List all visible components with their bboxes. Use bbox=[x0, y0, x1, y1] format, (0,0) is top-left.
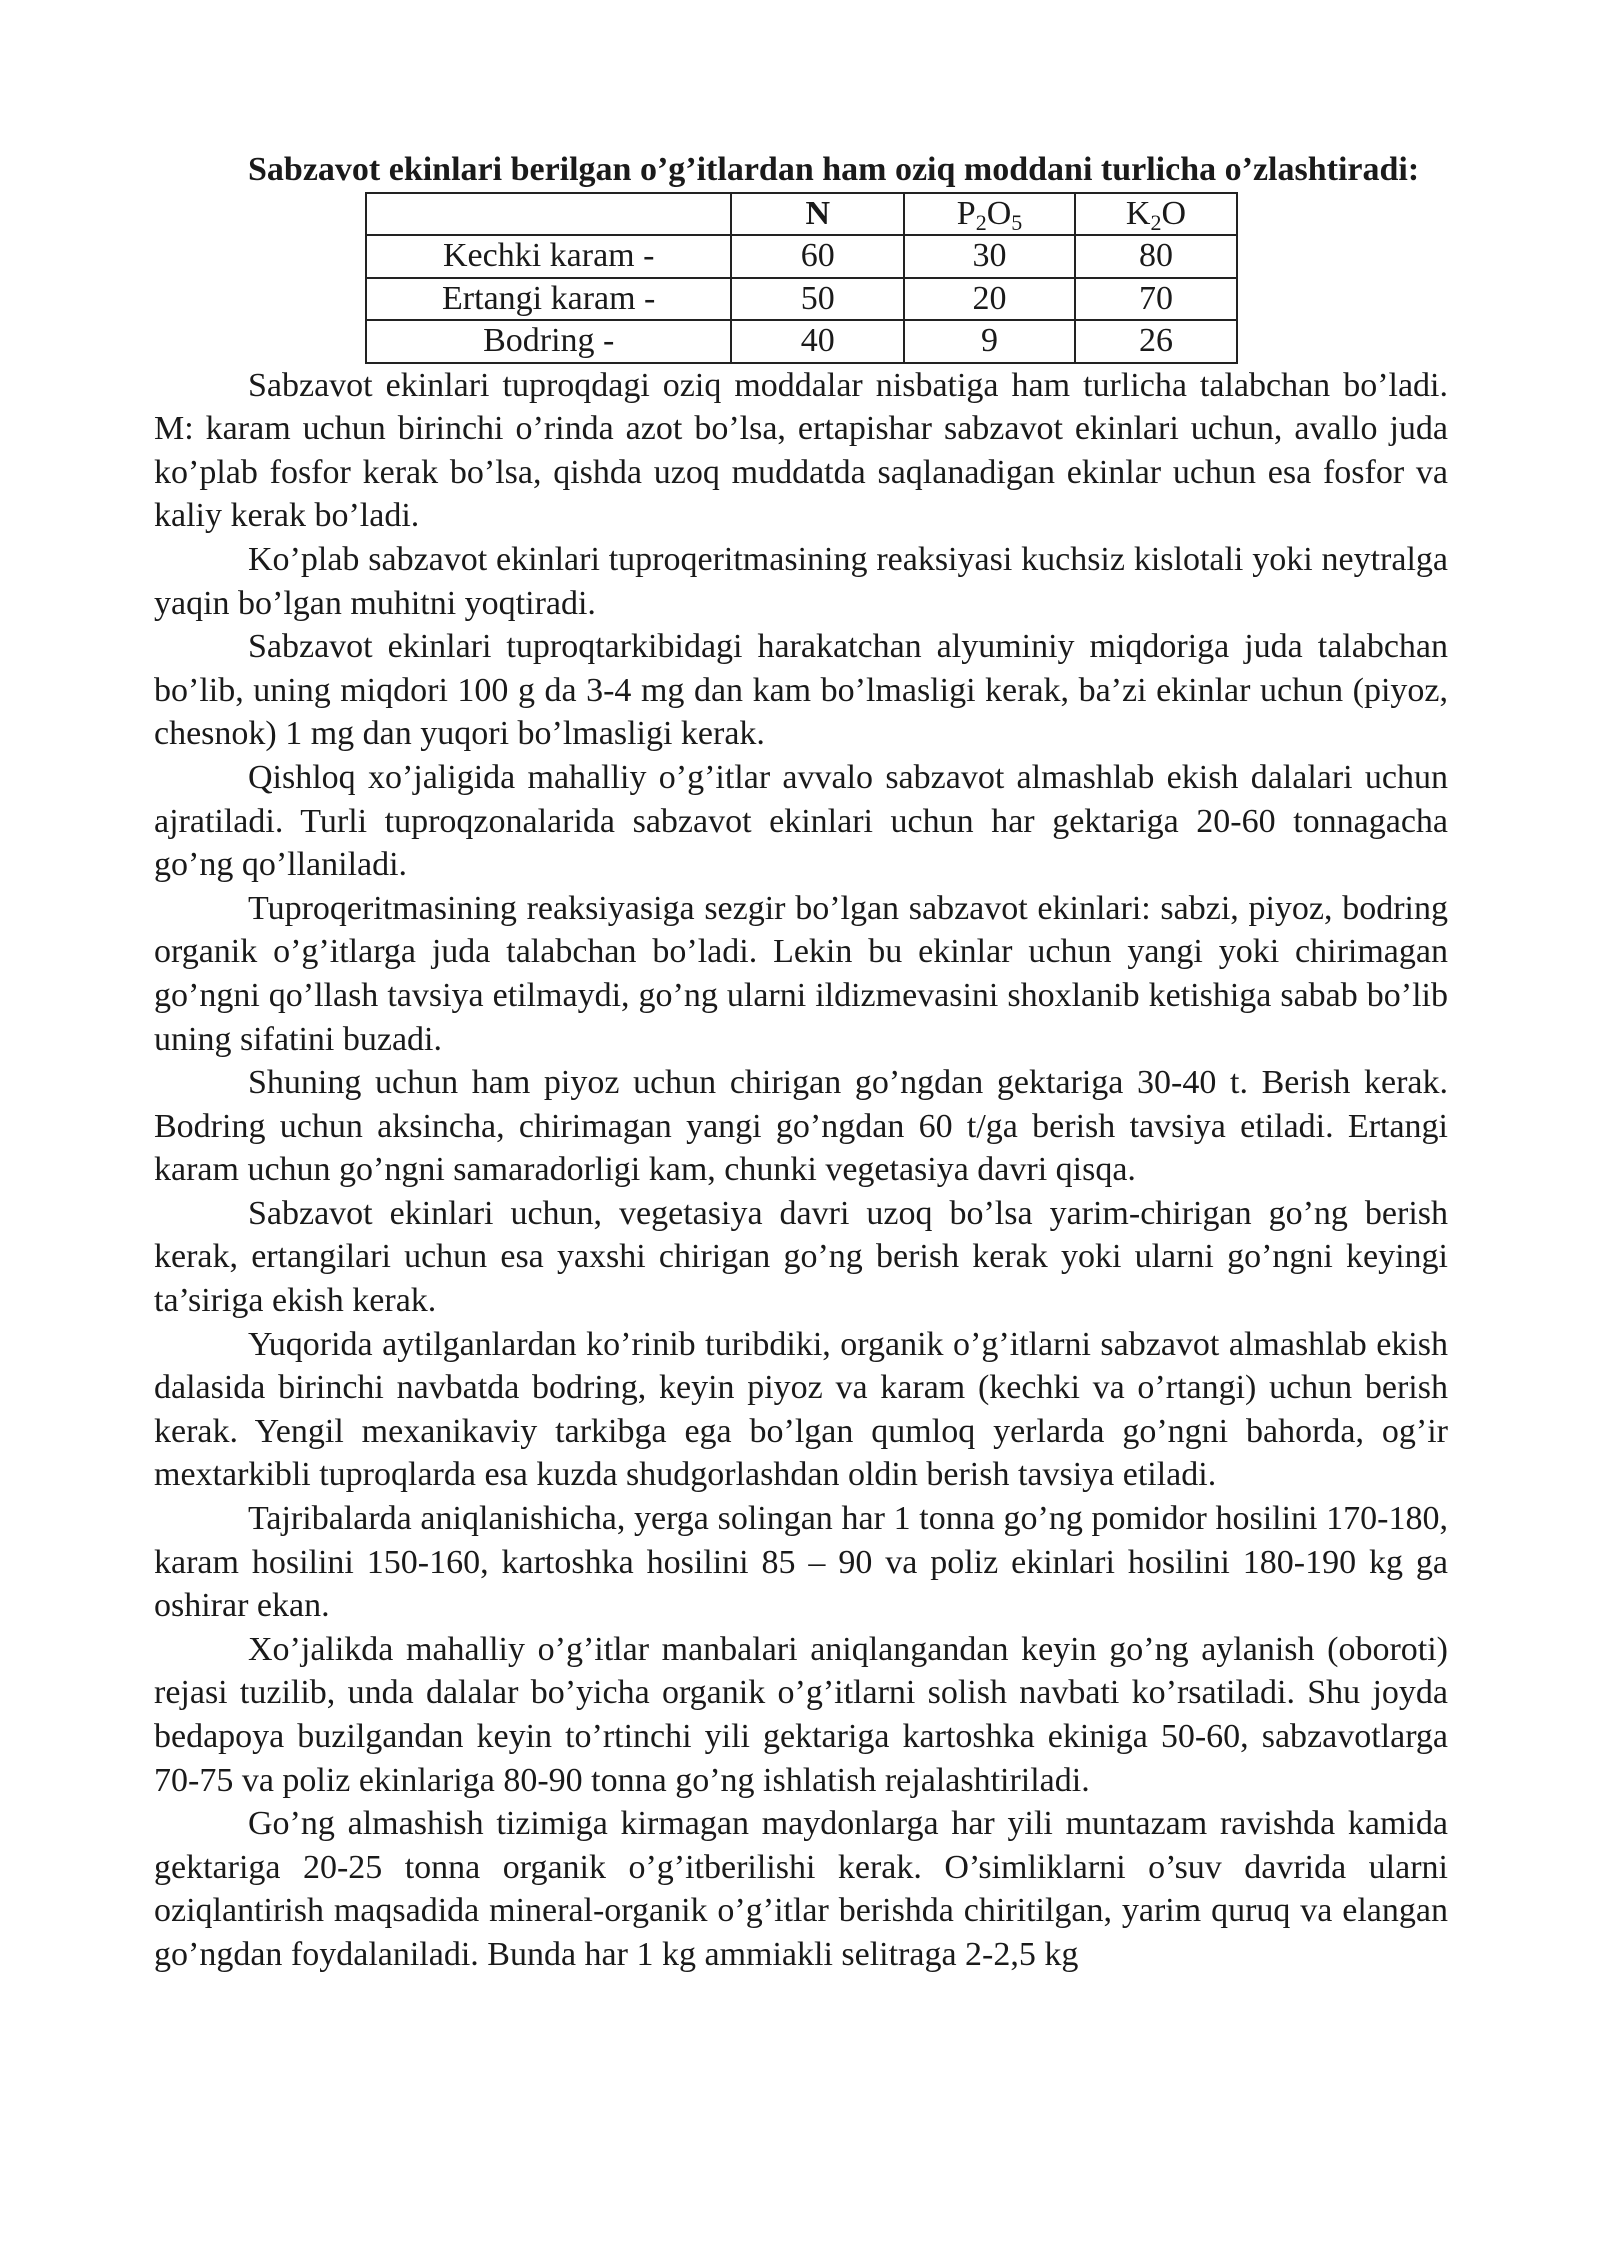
paragraph: Go’ng almashish tizimiga kirmagan maydonlarga har yili muntazam ravishda kamida gektariga 20-25 tonna organik o’g’itberilishi kerak. O’simliklarni o’suv davrida ularni oziqlantirish maqsadida mineral-organik o’g’itlar berishda chiritilgan, yarim quruq va elangan go’ngdan foydalaniladi. Bunda har 1 kg ammiakli selitraga 2-2,5 kg bbox=[154, 1805, 1448, 1973]
table-header-n: N bbox=[731, 193, 904, 236]
paragraph: Sabzavot ekinlari tuproqtarkibidagi harakatchan alyuminiy miqdoriga juda talabchan bo’lib, uning miqdori 100 g da 3-4 mg dan kam bo’lmasligi kerak, ba’zi ekinlar uchun (piyoz, chesnok) 1 mg dan yuqori bo’lmasligi kerak. bbox=[154, 628, 1448, 753]
paragraph: Qishloq xo’jaligida mahalliy o’g’itlar avvalo sabzavot almashlab ekish dalalari uchun ajratiladi. Turli tuproqzonalarida sabzavot ekinlari uchun har gektariga 20-60 tonnagacha go’ng qo’llaniladi. bbox=[154, 758, 1448, 884]
paragraph: Ko’plab sabzavot ekinlari tuproqeritmasining reaksiyasi kuchsiz kislotali yoki neytralga yaqin bo’lgan muhitni yoqtiradi. bbox=[154, 540, 1448, 622]
paragraph: Yuqorida aytilganlardan ko’rinib turibdiki, organik o’g’itlarni sabzavot almashlab ekish dalasida birinchi navbatda bodring, keyin piyoz va karam (kechki va o’rtangi) uchun berish kerak. Yengil mexanikaviy tarkibga ega bo’lgan qumloq yerlarda go’ngni bahorda, og’ir mextarkibli tuproqlarda esa kuzda shudgorlashdan oldin berish tavsiya etiladi. bbox=[154, 1325, 1448, 1494]
table-header-row bbox=[366, 193, 1237, 236]
paragraph: Xo’jalikda mahalliy o’g’itlar manbalari aniqlangandan keyin go’ng aylanish (oboroti) rejasi tuzilib, unda dalalar bo’yicha organik o’g’itlarni solish navbati ko’rsatiladi. Shu joyda bedapoya buzilgandan keyin to’rtinchi yili gektariga kartoshka ekiniga 50-60, sabzavotlarga 70-75 va poliz ekinlariga 80-90 tonna go’ng ishlatish rejalashtiriladi. bbox=[154, 1630, 1448, 1799]
paragraph: Tuproqeritmasining reaksiyasiga sezgir bo’lgan sabzavot ekinlari: sabzi, piyoz, bodring organik o’g’itlarga juda talabchan bo’ladi. Lekin bu ekinlar uchun yangi yoki chirimagan go’ngni qo’llash tavsiya etilmaydi, go’ng ularni ildizmevasini shoxlanib ketishiga sabab bo’lib uning sifatini buzadi. bbox=[154, 889, 1448, 1058]
paragraph: Sabzavot ekinlari uchun, vegetasiya davri uzoq bo’lsa yarim-chirigan go’ng berish kerak, ertangilari uchun esa yaxshi chirigan go’ng berish kerak yoki ularni go’ngni keyingi ta’siriga ekish kerak. bbox=[154, 1194, 1448, 1320]
table-cell-k: 80 bbox=[1075, 235, 1237, 278]
table-cell-n: 40 bbox=[731, 320, 904, 363]
nutrient-table bbox=[365, 192, 1238, 364]
table-header-k2o bbox=[1075, 193, 1237, 236]
table-cell-p: 20 bbox=[904, 278, 1075, 321]
k-oxygen: O bbox=[1161, 194, 1187, 232]
document-page bbox=[154, 148, 1448, 1977]
table-cell-crop: Kechki karam - bbox=[366, 235, 731, 278]
table-cell-p: 30 bbox=[904, 235, 1075, 278]
table-cell-p: 9 bbox=[904, 320, 1075, 363]
section-heading: Sabzavot ekinlari berilgan o’g’itlardan ham oziq moddani turlicha o’zlashtiradi: bbox=[248, 151, 1420, 188]
table-cell-k: 26 bbox=[1075, 320, 1237, 363]
k-symbol: K bbox=[1125, 194, 1151, 232]
table-header-p2o5 bbox=[904, 193, 1075, 236]
table-row bbox=[366, 235, 1237, 278]
table-cell-n: 60 bbox=[731, 235, 904, 278]
table-cell-k: 70 bbox=[1075, 278, 1237, 321]
table-header-empty bbox=[366, 193, 731, 236]
table-row bbox=[366, 278, 1237, 321]
paragraph: Shuning uchun ham piyoz uchun chirigan go’ngdan gektariga 30-40 t. Berish kerak. Bodring uchun aksincha, chirimagan yangi go’ngdan 60 t/ga berish tavsiya etiladi. Ertangi karam uchun go’ngni samaradorligi kam, chunki vegetasiya davri qisqa. bbox=[154, 1064, 1448, 1189]
table-cell-crop: Ertangi karam - bbox=[366, 278, 731, 321]
table-row bbox=[366, 320, 1237, 363]
p-symbol: P bbox=[956, 194, 976, 232]
k-subscript: 2 bbox=[1150, 209, 1162, 235]
paragraph: Tajribalarda aniqlanishicha, yerga solingan har 1 tonna go’ng pomidor hosilini 170-180, karam hosilini 150-160, kartoshka hosilini 85 – 90 va poliz ekinlari hosilini 180-190 kg ga oshirar ekan. bbox=[154, 1500, 1448, 1625]
p-subscript: 2 bbox=[975, 209, 987, 235]
p-oxygen-subscript: 5 bbox=[1011, 209, 1023, 235]
p-oxygen: O bbox=[986, 194, 1012, 232]
table-cell-n: 50 bbox=[731, 278, 904, 321]
table-cell-crop: Bodring - bbox=[366, 320, 731, 363]
paragraph: Sabzavot ekinlari tuproqdagi oziq moddalar nisbatiga ham turlicha talabchan bo’ladi. M: karam uchun birinchi o’rinda azot bo’lsa, ertapishar sabzavot ekinlari uchun, avallo juda ko’plab fosfor kerak bo’lsa, qishda uzoq muddatda saqlanadigan ekinlar uchun esa fosfor va kaliy kerak bo’ladi. bbox=[154, 366, 1448, 535]
